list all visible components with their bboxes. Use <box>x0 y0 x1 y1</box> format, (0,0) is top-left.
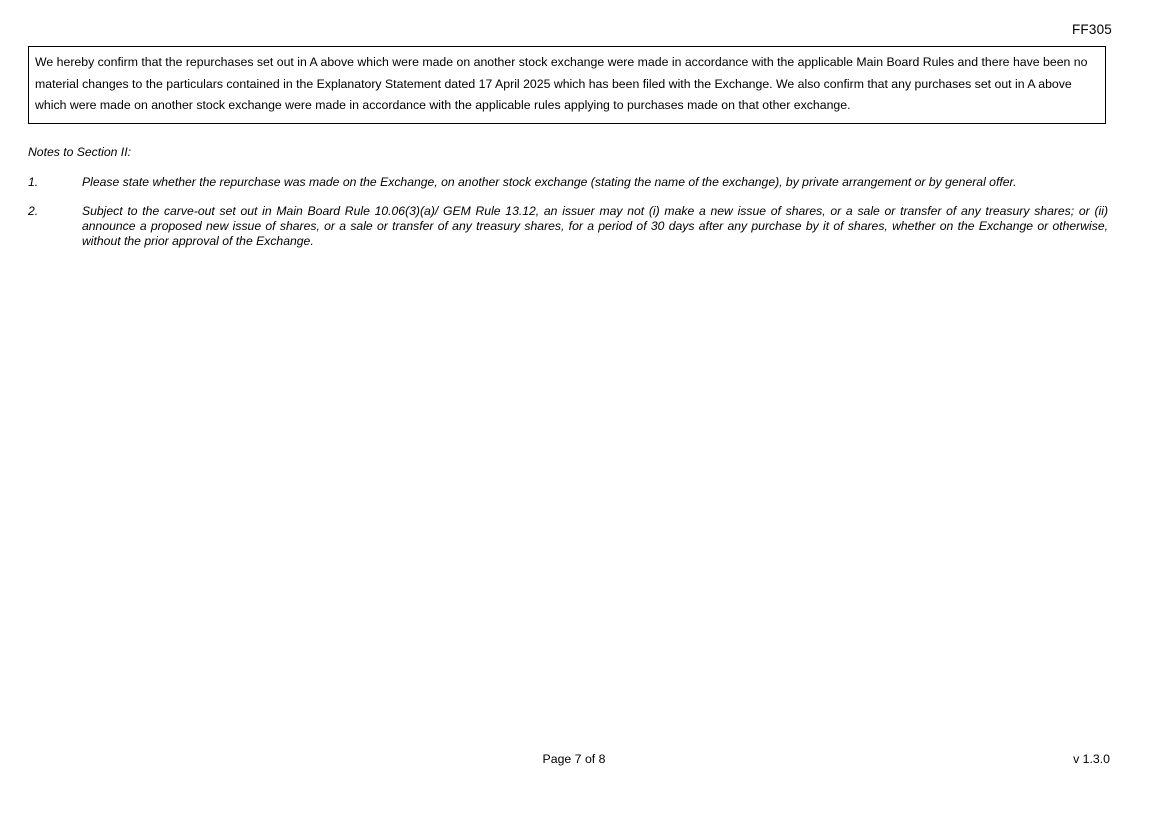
note-number: 1. <box>28 175 39 189</box>
form-code-label: FF305 <box>1071 22 1112 37</box>
note-text: Subject to the carve-out set out in Main Board Rule 10.06(3)(a)/ GEM Rule 13.12, an issuer may not (i) make a new issue of shares, or a sale or transfer of any treasury shares; or (ii) announce a proposed new issue of shares, or a sale or transfer of any treasury shares, for a period of 30 days after any purchase by it of shares, whether on the Exchange or otherwise, without the prior approval of the Exchange. <box>82 204 1108 249</box>
notes-section-heading: Notes to Section II: <box>28 145 131 159</box>
note-text: Please state whether the repurchase was made on the Exchange, on another stock exchange (stating the name of the exchange), by private arrangement or by general offer. <box>82 175 1017 189</box>
confirmation-box <box>28 46 1106 124</box>
confirmation-text: We hereby confirm that the repurchases set out in A above which were made on another stock exchange were made in accordance with the applicable Main Board Rules and there have been no material changes to the particulars contained in the Explanatory Statement dated 17 April 2025 which has been filed with the Exchange. We also confirm that any purchases set out in A above which were made on another stock exchange were made in accordance with the applicable rules applying to purchases made on that other exchange. <box>35 55 1088 112</box>
version-label: v 1.3.0 <box>1073 752 1110 766</box>
note-number: 2. <box>28 204 39 218</box>
page-number-label: Page 7 of 8 <box>542 752 606 766</box>
note-item <box>28 175 1108 190</box>
note-item <box>28 204 1108 250</box>
